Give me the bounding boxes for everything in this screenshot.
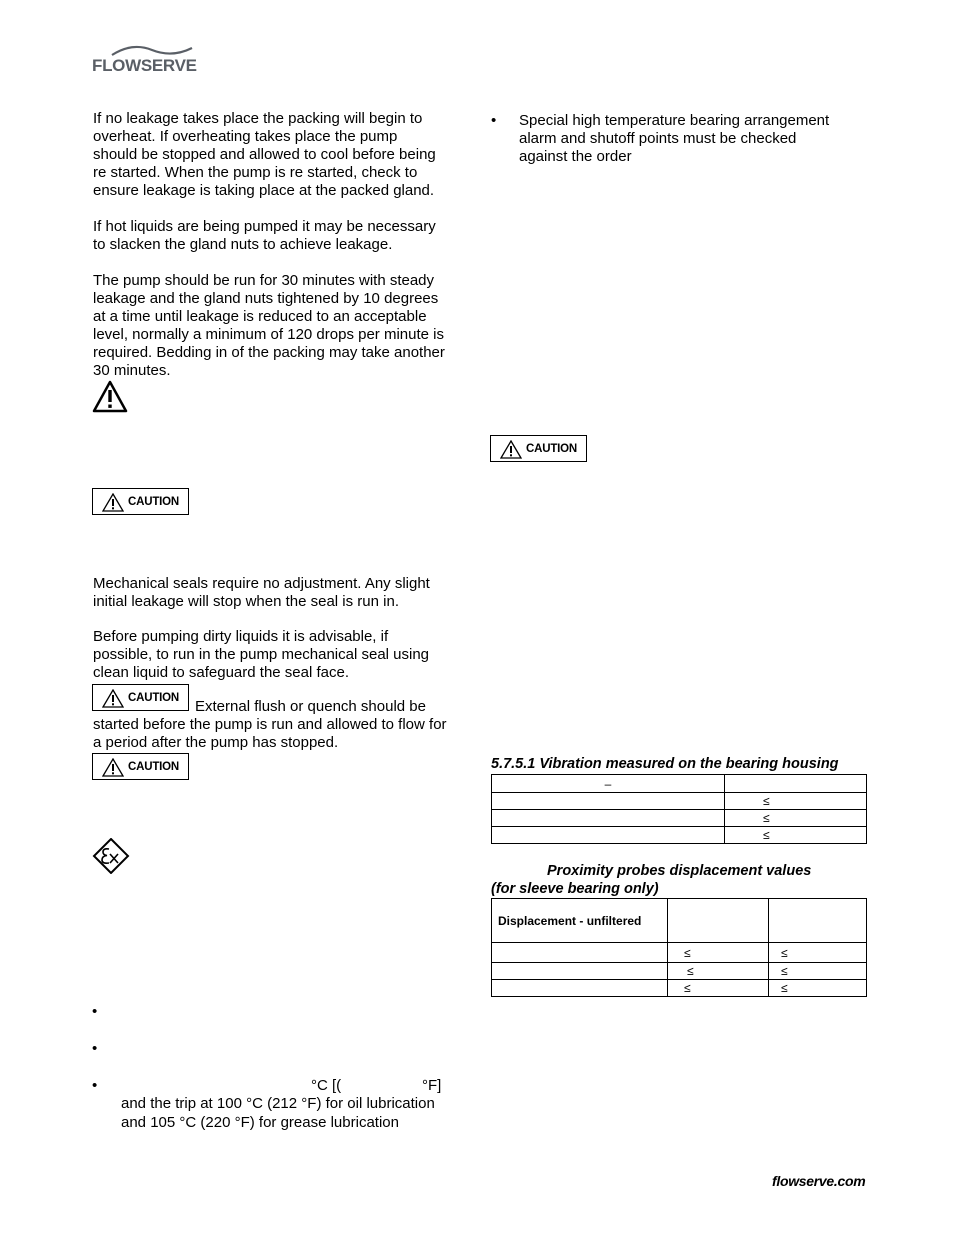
- displacement-table: [491, 898, 867, 997]
- danger-warning-icon: [92, 380, 128, 413]
- caution-label: CAUTION: [526, 443, 577, 455]
- table-row: ≤ ≤: [492, 963, 867, 980]
- caution-label: CAUTION: [128, 692, 179, 704]
- vibration-table: [491, 774, 867, 844]
- logo-text: FLOWSERVE: [92, 56, 197, 75]
- caution-label: CAUTION: [128, 496, 179, 508]
- caution-badge: [92, 684, 189, 711]
- caution-icon: [102, 493, 124, 512]
- atex-ex-icon: [92, 838, 130, 874]
- proximity-title: Proximity probes displacement values: [547, 863, 812, 879]
- bullet-icon: •: [92, 1077, 98, 1094]
- table-header-row: –: [492, 775, 867, 793]
- bullet-icon: •: [92, 1040, 98, 1057]
- proximity-subtitle: (for sleeve bearing only): [491, 881, 659, 897]
- caution-icon: [102, 758, 124, 777]
- caution-label: CAUTION: [128, 761, 179, 773]
- bullet-icon: •: [92, 1003, 98, 1020]
- caution-badge: [490, 435, 587, 462]
- caution-badge: [92, 488, 189, 515]
- table-row: ≤: [492, 793, 867, 810]
- table-row: ≤: [492, 810, 867, 827]
- caution-icon: [102, 689, 124, 708]
- section-heading: 5.7.5.1 Vibration measured on the bearing housing: [491, 756, 839, 772]
- table-header-row: Displacement - unfiltered: [492, 899, 867, 943]
- caution-icon: [500, 440, 522, 459]
- table-row: ≤ ≤: [492, 943, 867, 963]
- table-row: ≤: [492, 827, 867, 844]
- bullet-icon: •: [491, 112, 497, 129]
- caution-badge: [92, 753, 189, 780]
- flowserve-logo: [92, 44, 204, 86]
- table-row: ≤ ≤: [492, 980, 867, 997]
- footer-site: flowserve.com: [772, 1173, 866, 1189]
